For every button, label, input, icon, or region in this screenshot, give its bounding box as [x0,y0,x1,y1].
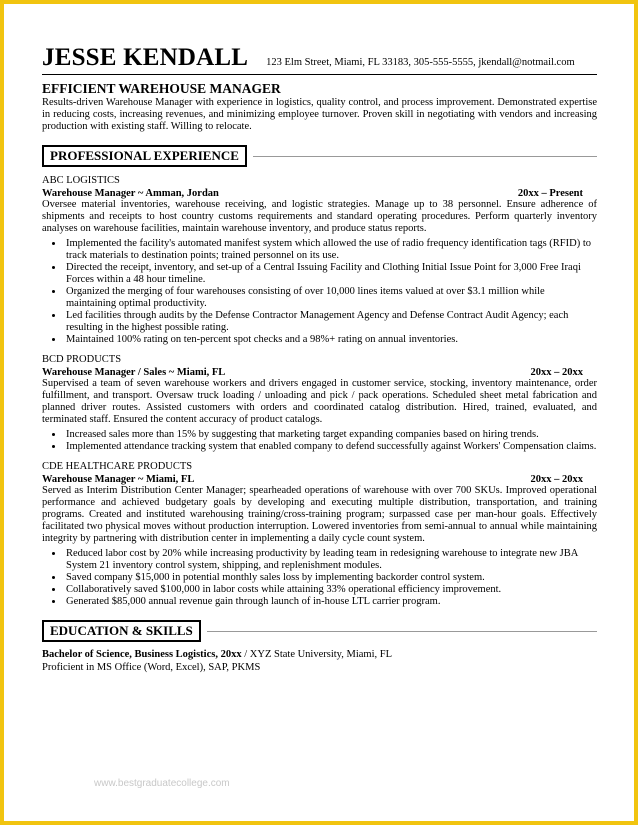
skills-line: Proficient in MS Office (Word, Excel), SAP, PKMS [42,662,261,673]
job-role-row [42,367,597,378]
achievement-item: • Reduced labor cost by 20% while increasing productivity by leading team in redesigning warehouse to integrate new JBA System 21 inventory control system, shipping, and replenishment modules. [64,548,597,572]
achievement-item: • Implemented attendance tracking system that enabled company to defend successfully against Workers' Compensation claims. [64,441,597,453]
resume-header [42,44,597,75]
job-entry [42,175,597,346]
job-title: Warehouse Manager / Sales ~ Miami, FL [42,367,226,378]
achievement-item: • Implemented the facility's automated manifest system which allowed the use of radio frequency identification tags (RFID) to track materials to destination points; trained personnel on its use. [64,238,597,262]
company-name: BCD PRODUCTS [42,354,122,365]
job-achievements [42,238,597,346]
candidate-name: JESSE KENDALL [42,44,249,71]
contact-info: 123 Elm Street, Miami, FL 33183, 305-555-5555, jkendall@notmail.com [266,57,575,68]
resume-content [42,44,597,674]
job-summary: Supervised a team of seven warehouse workers and drivers engaged in customer service, stocking, inventory maintenance, order fulfillment, and transport. Oversaw truck loading / unloading and pick / pack operations. Scheduled sheet metal fabrication and planned driver routes. Assisted customers with orders and coordinated catalog distribution. Hired, trained, evaluated, and terminated staff. Ensured the content accuracy of product catalogs. [42,378,597,425]
achievement-item: • Led facilities through audits by the Defense Contractor Management Agency and Defense Contract Audit Agency; each resulting in the highest possible rating. [64,310,597,334]
education-details [42,648,597,674]
achievement-item: • Directed the receipt, inventory, and set-up of a Central Issuing Facility and Clothing Initial Issue Point for 3,000 Free Iraqi Forces within a 48 hour timeline. [64,262,597,286]
section-divider [253,156,597,157]
education-heading: EDUCATION & SKILLS [42,620,201,642]
job-dates: 20xx – Present [517,188,583,199]
experience-heading: PROFESSIONAL EXPERIENCE [42,145,247,167]
watermark: www.bestgraduatecollege.com [94,778,230,789]
job-title: Warehouse Manager ~ Amman, Jordan [42,188,219,199]
job-summary: Oversee material inventories, warehouse receiving, and logistic strategies. Manage up to 38 personnel. Ensure adherence of shipments and receipts to host country customs requirements and standard operating procedures. Perform quarterly inventory analyses on warehouse facilities, maintain warehouse inventory, and produce status reports. [42,199,597,234]
resume-page [4,4,634,821]
job-achievements [42,548,597,608]
job-achievements [42,429,597,453]
job-entry [42,354,597,453]
company-name: ABC LOGISTICS [42,175,120,186]
job-dates: 20xx – 20xx [530,474,583,485]
job-dates: 20xx – 20xx [530,367,583,378]
job-title: Warehouse Manager ~ Miami, FL [42,474,195,485]
achievement-item: • Collaboratively saved $100,000 in labor costs while attaining 33% operational efficiency improvement. [64,584,597,596]
degree: Bachelor of Science, Business Logistics, 20xx [42,649,242,660]
job-summary: Served as Interim Distribution Center Manager; spearheaded operations of warehouse with over 700 SKUs. Improved operational performance and achieved budgetary goals by developing and executing multiple distribution, transportation, and training programs. Created and instituted warehousing training/cross-training program; surpassed case per man-hour goals. Effectively facilitated two physical moves without production interruption. Lowered inventories from semi-annual to annual while maintaining integrity by partnering with distribution center in implementing a daily cycle count system. [42,485,597,544]
experience-section-header [42,145,597,167]
achievement-item: • Increased sales more than 15% by suggesting that marketing target expanding companies based on hiring trends. [64,429,597,441]
section-divider [207,631,597,632]
job-entry [42,461,597,608]
achievement-item: • Maintained 100% rating on ten-percent spot checks and a 98%+ rating on annual inventories. [64,334,597,346]
school: / XYZ State University, Miami, FL [241,649,392,660]
objective-text: Results-driven Warehouse Manager with experience in logistics, quality control, and process improvement. Demonstrated expertise in reducing costs, increasing revenues, and minimizing employee turnover. Proven skill in negotiating with vendors and increasing production with existing staff. Willing to relocate. [42,97,597,132]
job-role-row [42,188,597,199]
objective-title: EFFICIENT WAREHOUSE MANAGER [42,81,281,96]
company-name: CDE HEALTHCARE PRODUCTS [42,461,193,472]
degree-line [42,648,597,661]
achievement-item: • Generated $85,000 annual revenue gain through launch of in-house LTL carrier program. [64,596,597,608]
achievement-item: • Saved company $15,000 in potential monthly sales loss by implementing backorder control system. [64,572,597,584]
education-section-header [42,620,597,642]
job-role-row [42,474,597,485]
achievement-item: • Organized the merging of four warehouses consisting of over 10,000 lines items valued at over $3.1 million while maintaining optimal productivity. [64,286,597,310]
